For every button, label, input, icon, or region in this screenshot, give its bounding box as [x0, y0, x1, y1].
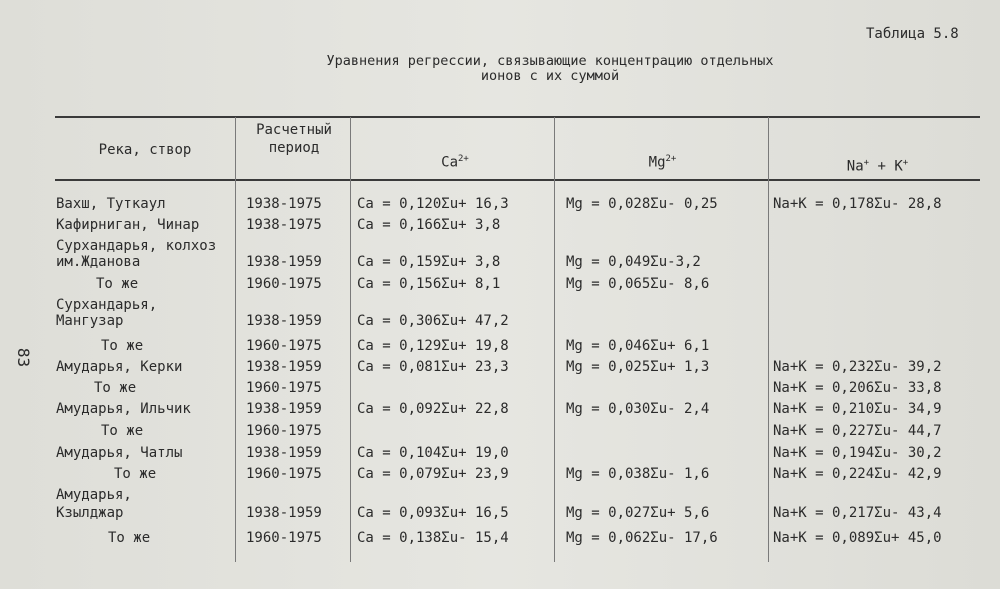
row-river-cell: Амударья, Чатлы: [56, 445, 183, 461]
column-divider-3: [554, 117, 555, 562]
row-period-cell: 1938-1975: [246, 196, 322, 212]
row-na-k-equation: Na+K = 0,178Σu- 28,8: [773, 196, 942, 212]
row-mg-equation: Mg = 0,062Σu- 17,6: [566, 530, 718, 546]
row-period-cell: 1938-1959: [246, 359, 322, 375]
header-ca-symbol: Ca: [441, 154, 458, 171]
row-ca-equation: Ca = 0,138Σu- 15,4: [357, 530, 509, 546]
row-mg-equation: Mg = 0,028Σu- 0,25: [566, 196, 718, 212]
header-k-charge: +: [902, 158, 909, 168]
header-bottom-rule: [55, 179, 980, 181]
row-river-cell: Кзылджар: [56, 505, 124, 521]
row-period-cell: 1960-1975: [246, 466, 322, 482]
header-river: Река, створ: [98, 142, 192, 158]
header-k-symbol: + K: [869, 158, 903, 175]
row-period-cell: 1960-1975: [246, 530, 322, 546]
row-river-cell: Кафирниган, Чинар: [56, 217, 200, 233]
row-river-cell: Амударья, Керки: [56, 359, 183, 375]
row-river-cell: Сурхандарья, колхоз: [56, 238, 217, 254]
row-river-cell: Амударья, Ильчик: [56, 401, 191, 417]
page-number: 83: [14, 347, 34, 368]
row-ca-equation: Ca = 0,159Σu+ 3,8: [357, 254, 501, 270]
row-ca-equation: Ca = 0,093Σu+ 16,5: [357, 505, 509, 521]
row-mg-equation: Mg = 0,025Σu+ 1,3: [566, 359, 710, 375]
row-river-cell: То же: [94, 380, 137, 396]
row-na-k-equation: Na+K = 0,089Σu+ 45,0: [773, 530, 942, 546]
row-river-cell: Сурхандарья,: [56, 297, 158, 313]
row-period-cell: 1938-1959: [246, 401, 322, 417]
row-period-cell: 1938-1959: [246, 505, 322, 521]
header-na-symbol: Na: [846, 158, 864, 175]
row-na-k-equation: Na+K = 0,224Σu- 42,9: [773, 466, 942, 482]
row-period-cell: 1960-1975: [246, 380, 322, 396]
row-ca-equation: Ca = 0,156Σu+ 8,1: [357, 276, 501, 292]
row-river-cell: То же: [108, 530, 151, 546]
header-period-line1: Расчетный: [256, 122, 332, 138]
row-river-cell: То же: [101, 423, 144, 439]
row-period-cell: 1938-1959: [246, 313, 322, 329]
row-river-cell: Мангузар: [56, 313, 124, 329]
row-river-cell: То же: [114, 466, 157, 482]
header-na-k: [775, 154, 980, 176]
row-na-k-equation: Na+K = 0,217Σu- 43,4: [773, 505, 942, 521]
row-ca-equation: Ca = 0,120Σu+ 16,3: [357, 196, 509, 212]
row-period-cell: 1938-1959: [246, 445, 322, 461]
row-na-k-equation: Na+K = 0,227Σu- 44,7: [773, 423, 942, 439]
row-ca-equation: Ca = 0,092Σu+ 22,8: [357, 401, 509, 417]
row-ca-equation: Ca = 0,081Σu+ 23,3: [357, 359, 509, 375]
row-mg-equation: Mg = 0,046Σu+ 6,1: [566, 338, 710, 354]
header-top-rule: [55, 116, 980, 118]
header-mg-charge: 2+: [665, 154, 677, 164]
row-period-cell: 1960-1975: [246, 338, 322, 354]
header-mg-symbol: Mg: [648, 154, 666, 171]
header-period-line2: период: [268, 140, 320, 156]
row-river-cell: им.Жданова: [56, 254, 141, 270]
row-na-k-equation: Na+K = 0,232Σu- 39,2: [773, 359, 942, 375]
row-river-cell: Вахш, Туткаул: [56, 196, 166, 212]
row-ca-equation: Ca = 0,306Σu+ 47,2: [357, 313, 509, 329]
column-divider-2: [350, 117, 351, 562]
row-river-cell: То же: [96, 276, 139, 292]
row-river-cell: То же: [101, 338, 144, 354]
row-mg-equation: Mg = 0,027Σu+ 5,6: [566, 505, 710, 521]
row-na-k-equation: Na+K = 0,194Σu- 30,2: [773, 445, 942, 461]
row-mg-equation: Mg = 0,038Σu- 1,6: [566, 466, 710, 482]
title-line-1: Уравнения регрессии, связывающие концентрацию отдельных: [326, 53, 774, 69]
row-mg-equation: Mg = 0,030Σu- 2,4: [566, 401, 710, 417]
row-period-cell: 1960-1975: [246, 423, 322, 439]
header-mg: [560, 150, 765, 172]
row-na-k-equation: Na+K = 0,210Σu- 34,9: [773, 401, 942, 417]
row-period-cell: 1938-1975: [246, 217, 322, 233]
row-ca-equation: Ca = 0,104Σu+ 19,0: [357, 445, 509, 461]
row-period-cell: 1960-1975: [246, 276, 322, 292]
row-river-cell: Амударья,: [56, 487, 132, 503]
header-ca-charge: 2+: [458, 154, 469, 164]
row-mg-equation: Mg = 0,065Σu- 8,6: [566, 276, 710, 292]
table-title: [230, 54, 870, 84]
row-ca-equation: Ca = 0,166Σu+ 3,8: [357, 217, 501, 233]
column-divider-1: [235, 117, 236, 562]
header-na-charge: +: [863, 158, 870, 168]
row-na-k-equation: Na+K = 0,206Σu- 33,8: [773, 380, 942, 396]
title-line-2: ионов с их суммой: [480, 68, 620, 84]
row-ca-equation: Ca = 0,129Σu+ 19,8: [357, 338, 509, 354]
header-ca: [360, 150, 550, 172]
row-period-cell: 1938-1959: [246, 254, 322, 270]
table-label: Таблица 5.8: [866, 26, 959, 42]
row-mg-equation: Mg = 0,049Σu-3,2: [566, 254, 701, 270]
column-divider-4: [768, 117, 769, 562]
row-ca-equation: Ca = 0,079Σu+ 23,9: [357, 466, 509, 482]
header-period: [240, 121, 348, 157]
